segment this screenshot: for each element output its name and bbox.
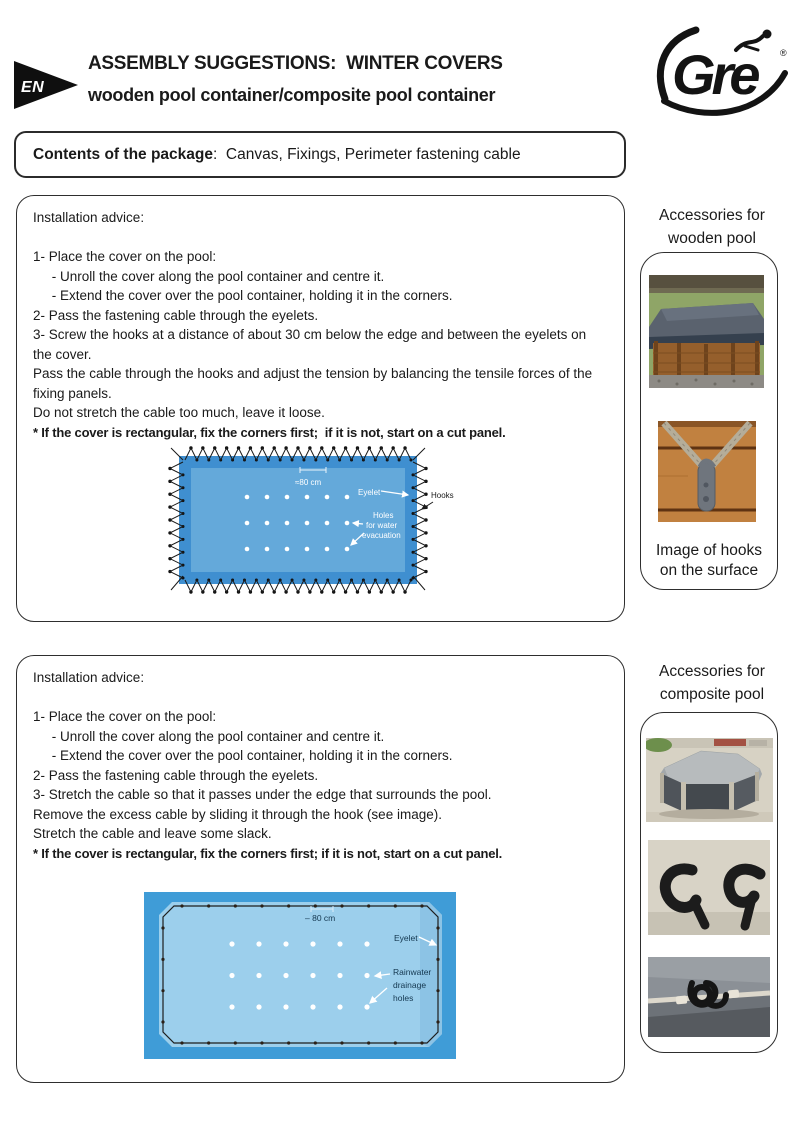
logo-wordmark: Gre [672,43,757,106]
step-line: - Extend the cover over the pool container, holding it in the corners. [33,288,453,303]
step-line: Stretch the cable and leave some slack. [33,826,272,841]
heading-line: Accessories for [659,207,765,224]
step-line: - Extend the cover over the pool container, holding it in the corners. [33,748,453,763]
page-title: ASSEMBLY SUGGESTIONS: WINTER COVERS [88,53,503,74]
package-contents-items: Canvas, Fixings, Perimeter fastening cable [225,145,521,163]
holes-label-3: evacuation [362,531,401,540]
rectangular-cover-note: * If the cover is rectangular, fix the corners first; if it is not, start on a cut panel. [33,424,506,440]
heading-line: Accessories for [659,663,765,680]
step-line: 2- Pass the fastening cable through the eyelets. [33,307,319,323]
hooks-label: Hooks [431,491,454,500]
wooden-cover-diagram [167,444,459,599]
wooden-accessories-heading [636,204,788,250]
step-line: 1- Place the cover on the pool: [33,249,217,264]
rectangular-cover-note: * If the cover is rectangular, fix the corners first; if it is not, start on a cut panel. [33,845,503,861]
hooks-image-caption [641,541,777,580]
dimension-label: ≈80 cm [295,478,322,487]
composite-accessories-heading [636,660,788,706]
dimension-label: – 80 cm [305,913,336,923]
step-line: 3- Stretch the cable so that it passes under the edge that surrounds the pool. [33,787,492,802]
step-line: 3- Screw the hooks at a distance of about 30 cm below the edge and between the eyelets on the cover. [33,327,590,362]
step-line: - Unroll the cover along the pool container and centre it. [33,268,385,284]
composite-cover-diagram [144,892,456,1059]
step-line: Pass the cable through the hooks and adjust the tension by balancing the tensile forces of the fixing panels. [33,366,596,401]
rain-label-3: holes [393,993,414,1003]
caption-line: Image of hooks [656,542,762,559]
package-contents-box [14,131,626,178]
hook-closeup-photo [658,421,756,522]
spacer [33,228,608,248]
wooden-pool-photo [649,275,764,388]
fixing-hooks-photo [648,840,770,935]
hook-on-cable-photo [648,957,770,1037]
composite-accessories-box [640,712,778,1053]
step-line: 2- Pass the fastening cable through the eyelets. [33,767,319,783]
package-contents-separator: : [213,145,226,163]
step-line: Remove the excess cable by sliding it through the hook (see image). [33,806,442,822]
heading-line: composite pool [659,686,765,703]
gre-logo [650,22,792,116]
page-subtitle: wooden pool container/composite pool container [88,85,496,105]
language-badge-en [14,58,78,110]
step-line: 1- Place the cover on the pool: [33,709,217,724]
composite-pool-photo [646,738,773,822]
wooden-accessories-box [640,252,778,590]
advice-heading: Installation advice: [33,670,145,685]
wooden-instructions-panel [16,195,625,622]
caption-line: on the surface [659,561,759,579]
holes-label-2: for water [366,521,398,530]
spacer [33,688,608,708]
eyelet-label: Eyelet [394,933,418,943]
package-contents-label: Contents of the package [33,145,213,163]
eyelet-label: Eyelet [358,488,381,497]
step-line: - Unroll the cover along the pool container and centre it. [33,728,385,744]
rain-label-2: drainage [393,980,427,990]
holes-label-1: Holes [373,511,394,520]
language-badge-label: EN [21,79,45,96]
advice-heading: Installation advice: [33,210,145,225]
rain-label-1: Rainwater [393,967,432,977]
composite-instructions-panel [16,655,625,1083]
heading-line: wooden pool [668,230,756,247]
step-line: Do not stretch the cable too much, leave it loose. [33,405,325,420]
registered-mark: ® [780,48,787,58]
